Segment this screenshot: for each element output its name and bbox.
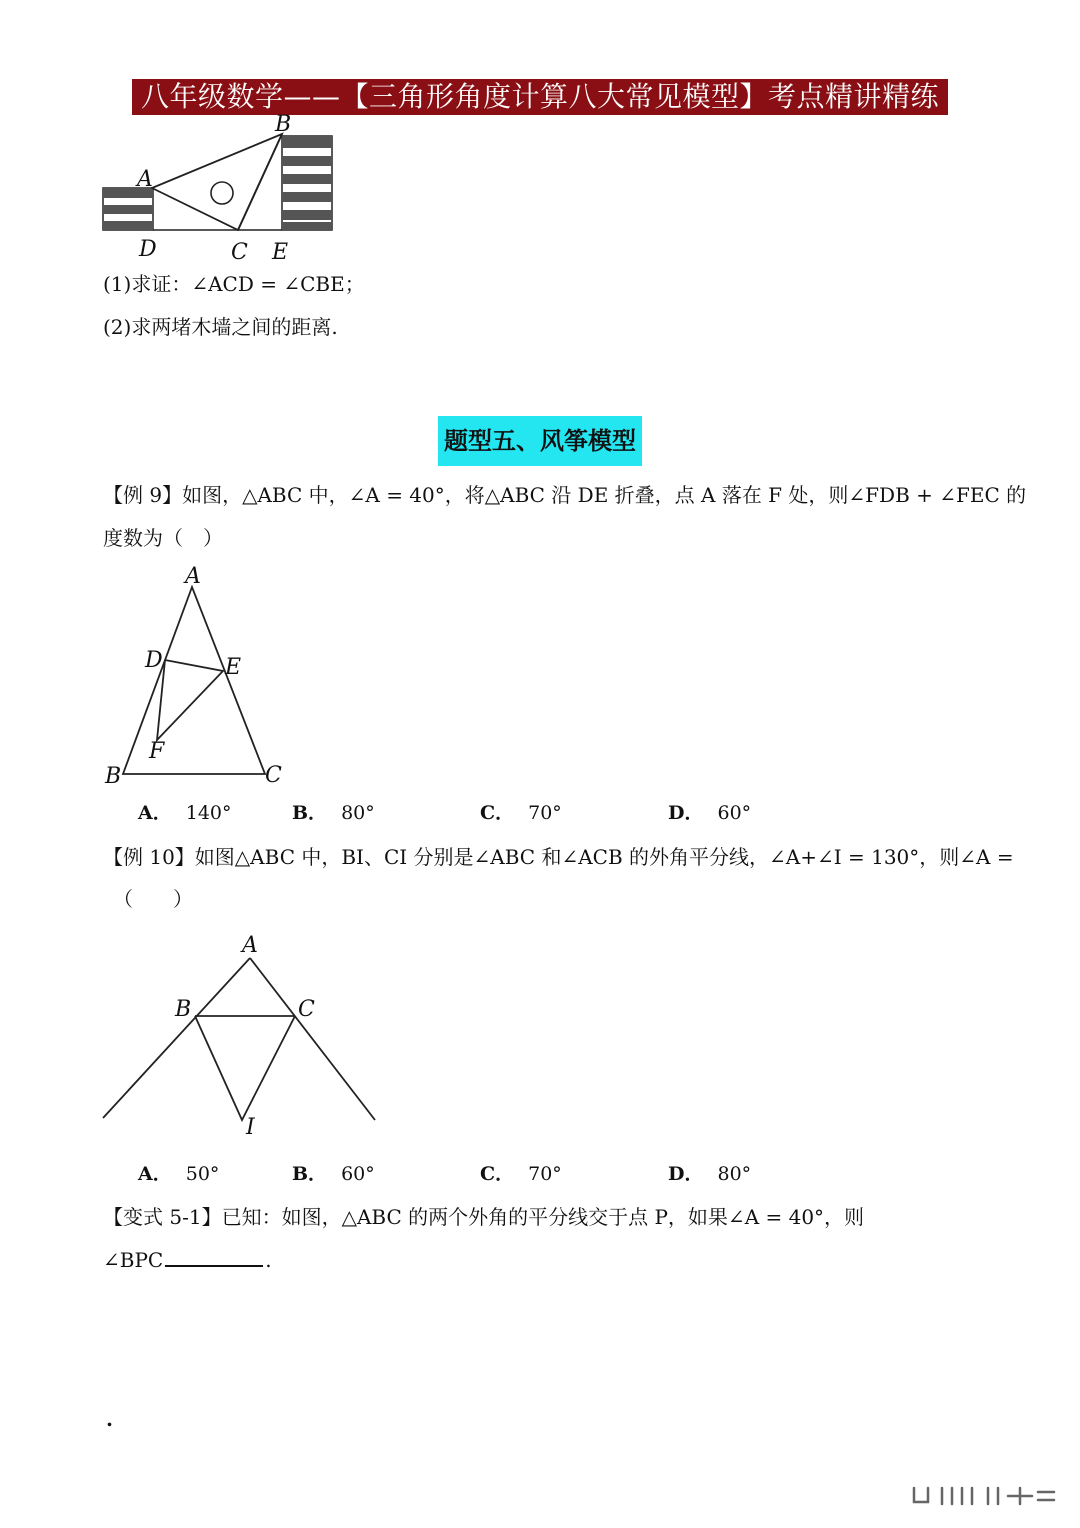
triangle-abc-9 [123,587,265,774]
option-letter: C． [480,802,515,824]
example10-option-a[interactable] [138,1161,219,1187]
label-c: C [231,240,248,265]
example10-option-b[interactable] [292,1161,375,1187]
example10-stem: 【例 10】如图△ABC 中，BI、CI 分别是∠ABC 和∠ACB 的外角平分线，∠A+∠I = 130°，则∠A = [103,845,1014,869]
option-value: 60° [341,1163,375,1185]
label-c-9: C [265,763,282,788]
answer-blank[interactable] [165,1247,263,1267]
prev-question-2: (2)求两堵木墙之间的距离. [103,315,338,339]
example9-option-c[interactable] [480,800,562,826]
label-d-9: D [145,648,163,673]
option-letter: A． [138,1163,172,1185]
example9-option-d[interactable] [668,800,751,826]
label-e-9: E [225,655,242,680]
label-a-10: A [242,933,258,958]
bisector-lines-bi-ci [195,1016,295,1120]
label-c-10: C [298,997,315,1022]
example9-stem-cont: 度数为（ ） [103,526,223,550]
example10-figure [95,928,385,1140]
label-b-9: B [105,764,122,789]
label-f-9: F [149,739,165,764]
label-a: A [137,167,153,192]
option-value: 70° [528,802,562,824]
example10-option-c[interactable] [480,1161,562,1187]
label-b: B [275,112,292,137]
option-letter: D． [668,802,704,824]
left-wall [103,188,153,230]
variant51-angle: ∠BPC [103,1248,164,1272]
option-value: 80° [717,1163,752,1185]
footer-dot: . [106,1407,113,1431]
option-value: 80° [341,802,375,824]
example10-stem-cont: （ ） [113,887,193,911]
label-b-10: B [175,997,192,1022]
label-d: D [139,237,157,262]
triangle-abc [152,134,282,230]
option-value: 50° [185,1163,220,1185]
example10-option-d[interactable] [668,1161,751,1187]
option-letter: B． [292,1163,328,1185]
option-value: 70° [528,1163,562,1185]
wall-triangle-figure [95,112,345,267]
label-e: E [272,240,289,265]
section-heading: 题型五、风筝模型 [438,416,642,466]
variant51-period: . [265,1248,272,1272]
folded-triangle-dfe [157,660,223,740]
label-i-10: I [246,1115,255,1140]
option-value: 60° [717,802,752,824]
option-letter: A． [138,802,172,824]
variant51-stem: 【变式 5-1】已知：如图，△ABC 的两个外角的平分线交于点 P，如果∠A = 40°，则 [103,1205,865,1229]
example9-stem: 【例 9】如图，△ABC 中，∠A = 40°，将△ABC 沿 DE 折叠，点 A 落在 F 处，则∠FDB + ∠FEC 的 [103,483,1027,507]
option-letter: D． [668,1163,704,1185]
example9-option-a[interactable] [138,800,232,826]
option-letter: C． [480,1163,515,1185]
prev-question-1: (1)求证：∠ACD = ∠CBE； [103,272,365,296]
variant51-stem-cont [103,1246,272,1274]
label-a-9: A [185,564,201,589]
reader-toolbar-icon[interactable] [908,1480,1058,1510]
right-wall [282,136,332,230]
option-value: 140° [185,802,232,824]
example9-option-b[interactable] [292,800,375,826]
page-title: 八年级数学——【三角形角度计算八大常见模型】考点精讲精练 [132,79,948,115]
option-letter: B． [292,802,328,824]
example9-figure [95,560,295,792]
